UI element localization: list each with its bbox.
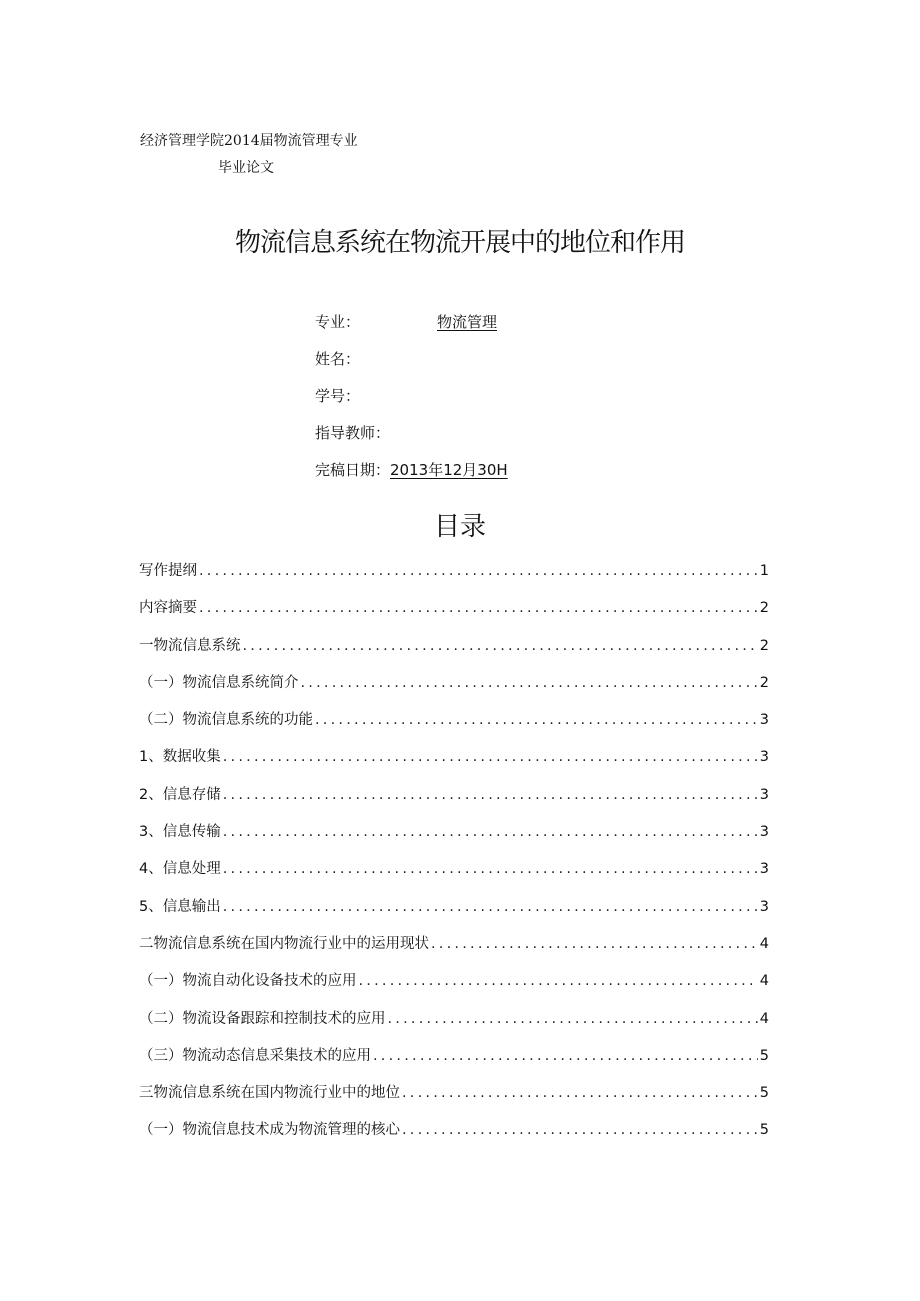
toc-item-text: （二）物流设备跟踪和控制技术的应用 xyxy=(139,1010,386,1027)
toc-item[interactable] xyxy=(139,821,769,858)
toc-item-page: 5 xyxy=(759,1122,769,1139)
toc-dot-leader xyxy=(223,821,758,843)
toc-dot-leader xyxy=(301,672,758,694)
toc-item-page: 2 xyxy=(759,600,769,617)
toc-item-page: 1 xyxy=(759,563,769,579)
toc-item-text: （一）物流信息系统简介 xyxy=(139,674,299,691)
thesis-title: 物流信息系统在物流开展中的地位和作用 xyxy=(234,228,685,258)
toc-dot-leader xyxy=(199,597,758,619)
toc-item[interactable] xyxy=(139,560,769,597)
info-row-date xyxy=(315,459,508,496)
toc-item-page: 4 xyxy=(759,1010,769,1027)
toc-item-page: 3 xyxy=(759,712,769,729)
name-label: 姓名： xyxy=(315,350,361,368)
header-thesis-label: 毕业论文 xyxy=(218,160,274,176)
toc-item[interactable] xyxy=(139,896,769,933)
toc-dot-leader xyxy=(373,1045,758,1067)
major-label: 专业： xyxy=(315,313,361,331)
toc-item-text: （二）物流信息系统的功能 xyxy=(139,712,313,729)
toc-dot-leader xyxy=(431,933,758,955)
toc-item-text: （一）物流信息技术成为物流管理的核心 xyxy=(139,1122,400,1139)
toc-item-page: 4 xyxy=(759,973,769,990)
toc-dot-leader xyxy=(199,560,758,582)
toc-item-text: 写作提纲 xyxy=(139,563,197,579)
toc-dot-leader xyxy=(243,635,758,657)
toc-item-text: 5、信息输出 xyxy=(139,898,221,915)
toc-item[interactable] xyxy=(139,858,769,895)
toc-title: 目录 xyxy=(433,512,486,542)
toc-dot-leader xyxy=(223,784,758,806)
toc-item-text: 1、数据收集 xyxy=(139,749,221,766)
toc-item-text: 4、信息处理 xyxy=(139,861,221,878)
toc-item-page: 4 xyxy=(759,935,769,952)
toc-item-page: 3 xyxy=(759,824,769,841)
toc-item-page: 2 xyxy=(759,637,769,654)
toc-dot-leader xyxy=(223,896,758,918)
toc-item-page: 5 xyxy=(759,1047,769,1064)
toc-item-page: 5 xyxy=(759,1085,769,1102)
toc-item[interactable] xyxy=(139,1119,769,1156)
toc-item-text: 三物流信息系统在国内物流行业中的地位 xyxy=(139,1085,400,1102)
toc-dot-leader xyxy=(223,746,758,768)
toc-dot-leader xyxy=(402,1082,758,1104)
toc-item[interactable] xyxy=(139,1008,769,1045)
advisor-label: 指导教师： xyxy=(315,424,391,442)
major-value: 物流管理 xyxy=(437,313,498,331)
toc-item-page: 2 xyxy=(759,674,769,691)
toc-item[interactable] xyxy=(139,1082,769,1119)
toc-dot-leader xyxy=(402,1119,758,1141)
toc-item-text: 2、信息存储 xyxy=(139,786,221,803)
student-info-block xyxy=(315,311,508,496)
toc-item-text: 3、信息传输 xyxy=(139,824,221,841)
toc-item[interactable] xyxy=(139,635,769,672)
info-row-name xyxy=(315,348,508,385)
date-label: 完稿日期： xyxy=(315,461,391,479)
header-college-line: 经济管理学院2014届物流管理专业 xyxy=(140,133,358,149)
student-id-label: 学号： xyxy=(315,387,361,405)
toc-item[interactable] xyxy=(139,784,769,821)
toc-item-text: （三）物流动态信息采集技术的应用 xyxy=(139,1047,371,1064)
toc-item[interactable] xyxy=(139,672,769,709)
toc-item-page: 3 xyxy=(759,861,769,878)
toc-item[interactable] xyxy=(139,746,769,783)
info-row-advisor xyxy=(315,422,508,459)
toc-item-text: 二物流信息系统在国内物流行业中的运用现状 xyxy=(139,935,429,952)
toc-item[interactable] xyxy=(139,970,769,1007)
toc-item[interactable] xyxy=(139,933,769,970)
toc-item-text: （一）物流自动化设备技术的应用 xyxy=(139,973,357,990)
toc-item-page: 3 xyxy=(759,749,769,766)
date-value: 2013年12月30H xyxy=(390,461,508,479)
info-row-major xyxy=(315,311,508,348)
toc-dot-leader xyxy=(388,1008,758,1030)
toc-item[interactable] xyxy=(139,709,769,746)
toc-item[interactable] xyxy=(139,1045,769,1082)
toc-item-page: 3 xyxy=(759,898,769,915)
toc-item-text: 内容摘要 xyxy=(139,600,197,617)
toc-dot-leader xyxy=(359,970,758,992)
toc-item[interactable] xyxy=(139,597,769,634)
toc-list xyxy=(139,560,769,1157)
toc-dot-leader xyxy=(223,858,758,880)
toc-item-page: 3 xyxy=(759,786,769,803)
toc-item-text: 一物流信息系统 xyxy=(139,637,241,654)
info-row-student-id xyxy=(315,385,508,422)
toc-dot-leader xyxy=(315,709,758,731)
